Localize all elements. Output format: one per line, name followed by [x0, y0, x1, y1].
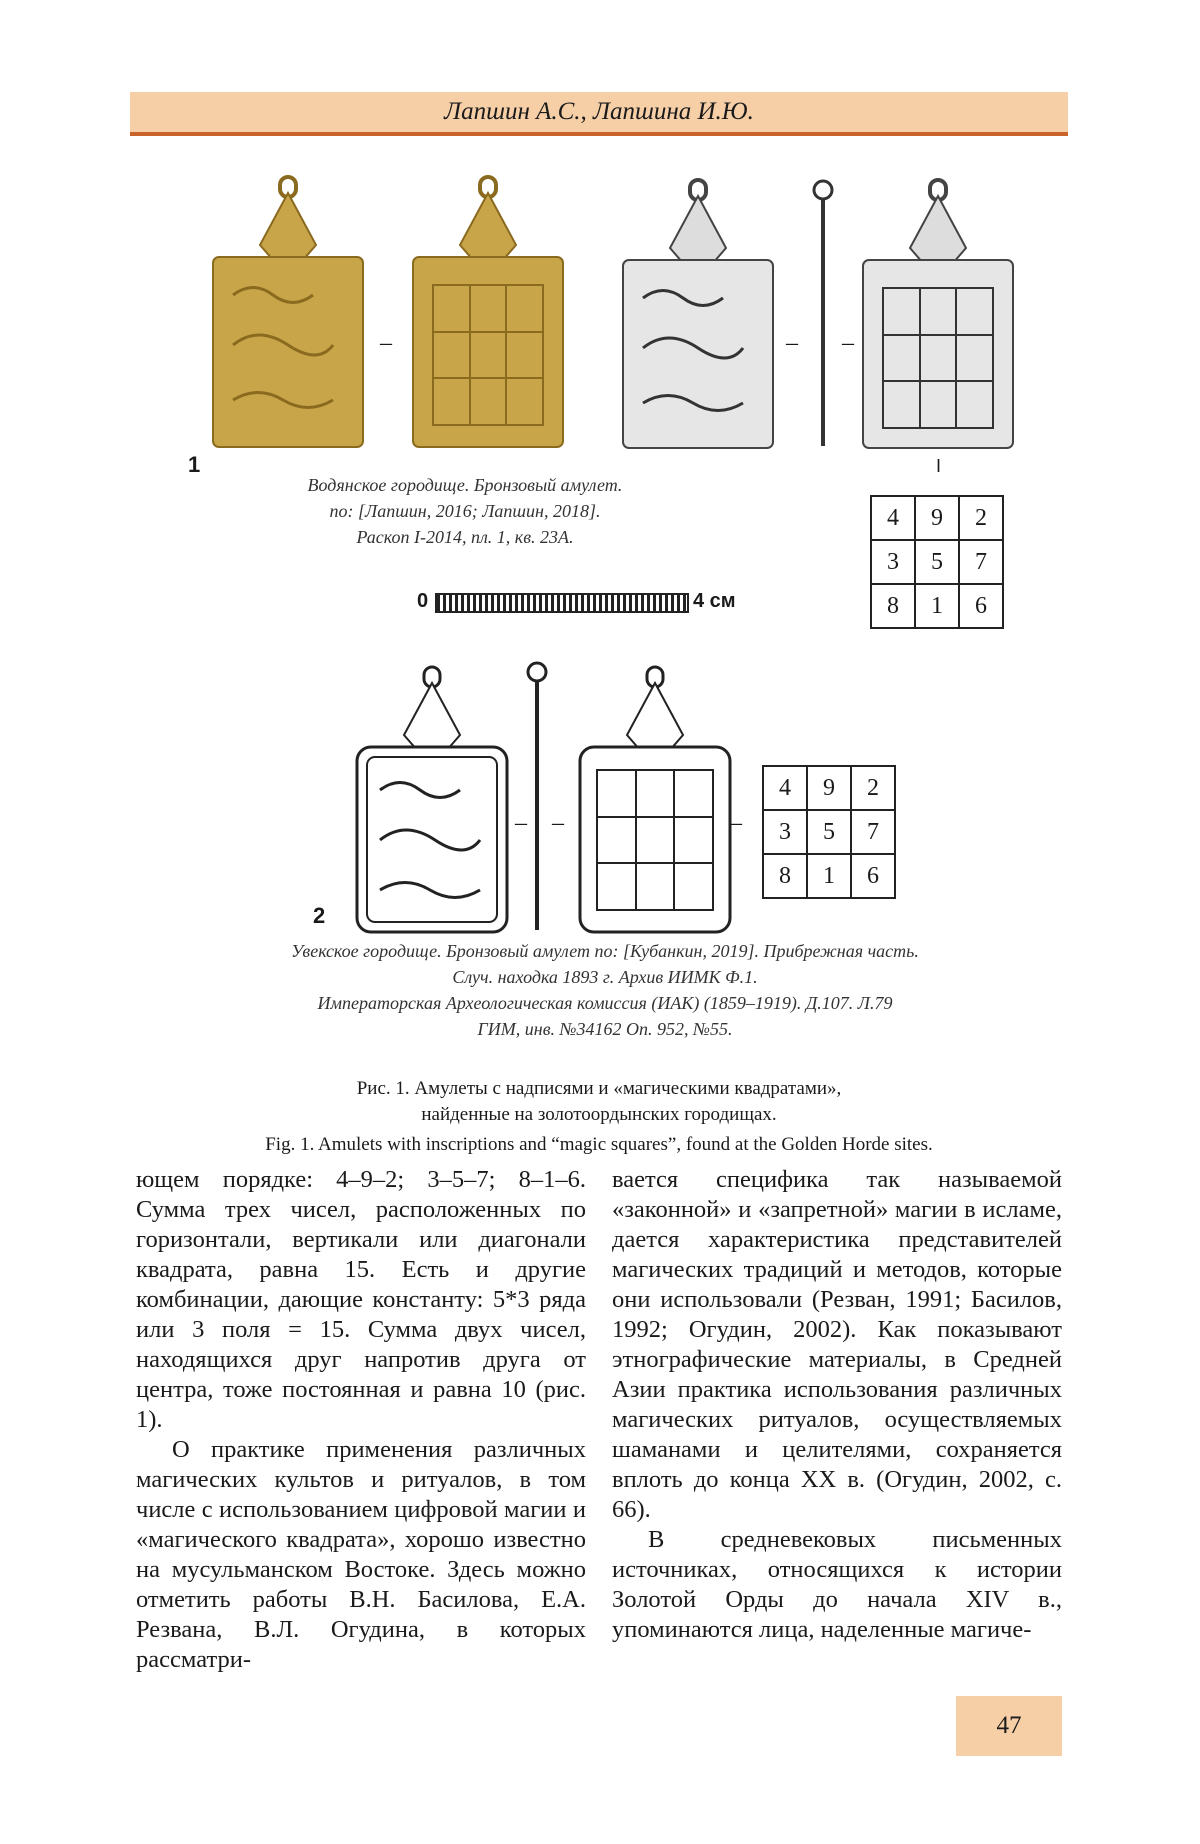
dash-4: – — [515, 810, 527, 837]
amulet-drawing-back — [858, 178, 1018, 450]
dash-2: – — [786, 330, 798, 357]
caption-ru-2: найденные на золотоордынских городищах. — [130, 1102, 1068, 1128]
scale-bar-row — [417, 590, 757, 620]
dash-5: – — [552, 810, 564, 837]
figure-label-1: 1 — [188, 452, 200, 478]
pin-drawing — [808, 178, 838, 450]
uvek-pin — [522, 660, 552, 935]
paragraph: В средневековых письменных источниках, относящихся к истории Золотой Орды до начала XIV в., упоминаются лица, наделенные магиче- — [612, 1525, 1062, 1645]
amulet-photo-back — [408, 175, 568, 450]
figure-mark-i: I — [936, 456, 941, 477]
source-1: Водянское городище. Бронзовый амулет. по: [Лапшин, 2016; Лапшин, 2018]. Раскоп I-2014, пл. 1, кв. 23А. — [240, 472, 690, 550]
body-right-column — [612, 1165, 1062, 1645]
header-authors: Лапшин А.С., Лапшина И.Ю. — [444, 98, 754, 125]
dash-6: – — [730, 810, 742, 837]
paragraph: вается специфика так называемой «законной» и «запретной» магии в исламе, дается характеристика представителей магических традиций и методов, которые они использовали (Резван, 1991; Басилов, 1992; Огудин, 2002). Как показывают этнографические материалы, в Средней Азии практика использования различных магических ритуалов, осуществляемых шаманами и целителями, сохраняется вплоть до конца XX в. (Огудин, 2002, с. 66). — [612, 1165, 1062, 1525]
body-left-column — [136, 1165, 586, 1675]
figure-label-2: 2 — [313, 903, 325, 929]
scale-bar — [435, 593, 689, 613]
amulet-photo-front — [208, 175, 368, 450]
uvek-amulet-back — [575, 665, 735, 935]
scale-start: 0 — [417, 590, 428, 613]
source-2: Увекское городище. Бронзовый амулет по: [Кубанкин, 2019]. Прибрежная часть. Случ. находка 1893 г. Архив ИИМК Ф.1. Императорская Археологическая комиссия (ИАК) (1859–1919). Д.107. Л.79 ГИМ, инв. №34162 Оп. 952, №55. — [180, 938, 1030, 1042]
uvek-amulet-front — [352, 665, 512, 935]
paragraph: О практике применения различных магических культов и ритуалов, в том числе с использованием цифровой магии и «магического квадрата», хорошо известно на мусульманском Востоке. Здесь можно отметить работы В.Н. Басилова, Е.А. Резвана, В.Л. Огудина, в которых рассматри- — [136, 1435, 586, 1675]
figure-caption — [130, 1076, 1068, 1158]
page-number: 47 — [997, 1712, 1022, 1739]
page-number-box — [956, 1696, 1062, 1756]
scale-end: 4 см — [693, 590, 736, 613]
caption-en: Fig. 1. Amulets with inscriptions and “magic squares”, found at the Golden Horde sites. — [130, 1132, 1068, 1158]
amulet-drawing-front — [618, 178, 778, 450]
caption-ru-1: Рис. 1. Амулеты с надписями и «магическими квадратами», — [130, 1076, 1068, 1102]
dash-1: – — [380, 330, 392, 357]
magic-square-2: 4 9 2 3 5 7 8 1 6 — [762, 765, 896, 899]
paragraph: ющем порядке: 4–9–2; 3–5–7; 8–1–6. Сумма трех чисел, расположенных по горизонтали, вертикали или диагонали квадрата, равна 15. Есть и другие комбинации, дающие константу: 5*3 ряда или 3 поля = 15. Сумма двух чисел, находящихся друг напротив друга от центра, тоже постоянная и равна 10 (рис. 1). — [136, 1165, 586, 1435]
running-header — [130, 92, 1068, 136]
figure-1 — [130, 160, 1068, 1060]
magic-square-1: 4 9 2 3 5 7 8 1 6 — [870, 495, 1004, 629]
dash-3: – — [842, 330, 854, 357]
